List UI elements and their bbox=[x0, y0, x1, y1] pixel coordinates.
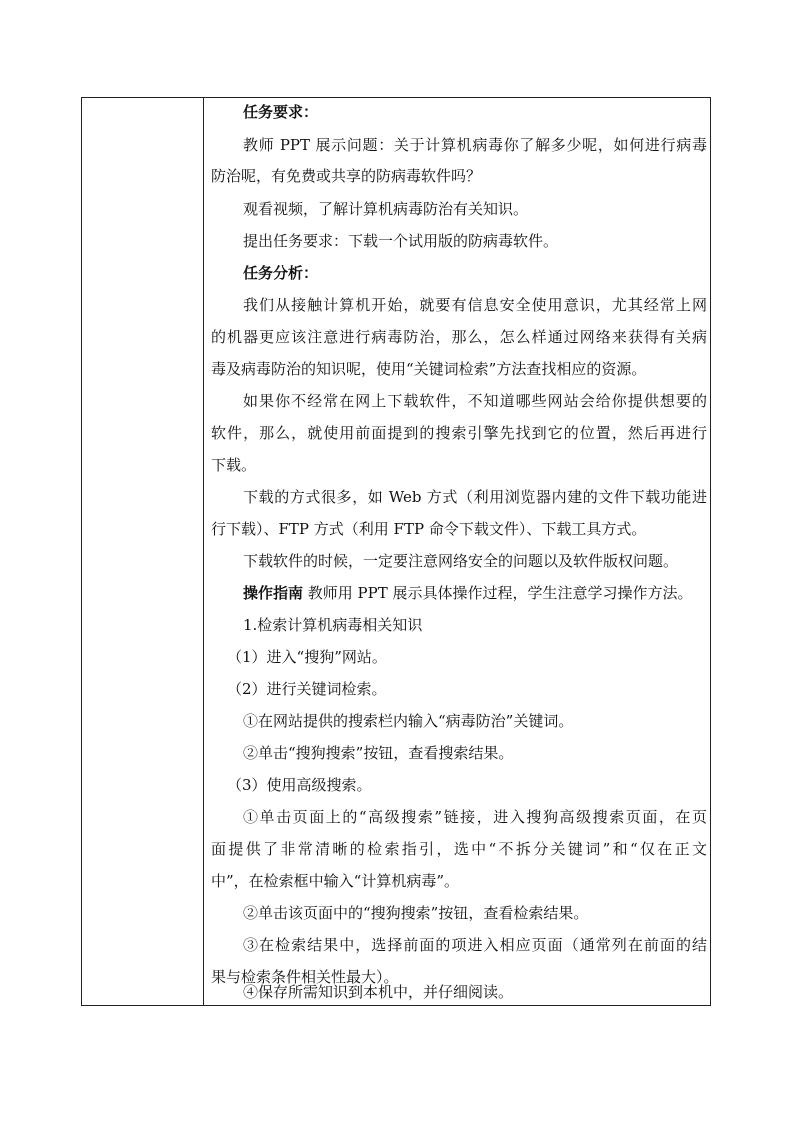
paragraph-line: 下载的方式很多，如 Web 方式（利用浏览器内建的文件下载功能进 bbox=[243, 488, 707, 506]
paragraph-line: 教师 PPT 展示问题：关于计算机病毒你了解多少呢，如何进行病毒 bbox=[243, 136, 707, 154]
heading-task-requirements: 任务要求： bbox=[243, 103, 319, 121]
heading-operation-guide: 操作指南 bbox=[243, 584, 304, 602]
step-item: ④保存所需知识到本机中，并仔细阅读。 bbox=[243, 983, 514, 1001]
column-divider bbox=[203, 98, 204, 1005]
paragraph-line: 我们从接触计算机开始，就要有信息安全使用意识，尤其经常上网 bbox=[243, 296, 707, 314]
paragraph-line: 如果你不经常在网上下载软件，不知道哪些网站会给你提供想要的 bbox=[243, 392, 707, 410]
step-item: ②单击“搜狗搜索”按钮，查看搜索结果。 bbox=[243, 744, 514, 762]
step-item: ③在检索结果中，选择前面的项进入相应页面（通常列在前面的结 bbox=[243, 936, 707, 954]
lesson-table bbox=[81, 97, 711, 1006]
step-item: （2）进行关键词检索。 bbox=[227, 680, 387, 698]
paragraph-line: 的机器更应该注意进行病毒防治，那么，怎么样通过网络来获得有关病 bbox=[211, 328, 707, 346]
paragraph-line: 软件，那么，就使用前面提到的搜索引擎先找到它的位置，然后再进行 bbox=[211, 424, 707, 442]
paragraph-line: 毒及病毒防治的知识呢，使用“关键词检索”方法查找相应的资源。 bbox=[211, 360, 647, 378]
paragraph-line: 果与检索条件相关性最大）。 bbox=[211, 968, 399, 986]
paragraph-line: 下载软件的时候，一定要注意网络安全的问题以及软件版权问题。 bbox=[243, 552, 679, 570]
paragraph-line: 下载。 bbox=[211, 456, 257, 474]
step-item: （3）使用高级搜索。 bbox=[227, 776, 372, 794]
paragraph-line: 行下载）、FTP 方式（利用 FTP 命令下载文件）、下载工具方式。 bbox=[211, 520, 647, 538]
operation-guide-text: 教师用 PPT 展示具体操作过程，学生注意学习操作方法。 bbox=[303, 584, 693, 602]
step-heading: 1.检索计算机病毒相关知识 bbox=[243, 616, 423, 634]
step-item: ①单击页面上的“高级搜索”链接，进入搜狗高级搜索页面，在页 bbox=[243, 808, 707, 826]
paragraph-line: 防治呢，有免费或共享的防病毒软件吗？ bbox=[211, 167, 482, 185]
paragraph-line: 观看视频，了解计算机病毒防治有关知识。 bbox=[243, 200, 529, 218]
paragraph-line: 面提供了非常清晰的检索指引，选中“不拆分关键词”和“仅在正文 bbox=[211, 840, 707, 858]
step-item: （1）进入“搜狗”网站。 bbox=[227, 648, 387, 666]
paragraph-line: 提出任务要求：下载一个试用版的防病毒软件。 bbox=[243, 232, 559, 250]
paragraph-line: 中”，在检索框中输入“计算机病毒”。 bbox=[211, 872, 460, 890]
step-item: ①在网站提供的搜索栏内输入“病毒防治”关键词。 bbox=[243, 712, 574, 730]
step-item: ②单击该页面中的“搜狗搜索”按钮，查看检索结果。 bbox=[243, 904, 589, 922]
operation-guide-line bbox=[243, 583, 693, 603]
heading-task-analysis: 任务分析： bbox=[243, 264, 319, 282]
